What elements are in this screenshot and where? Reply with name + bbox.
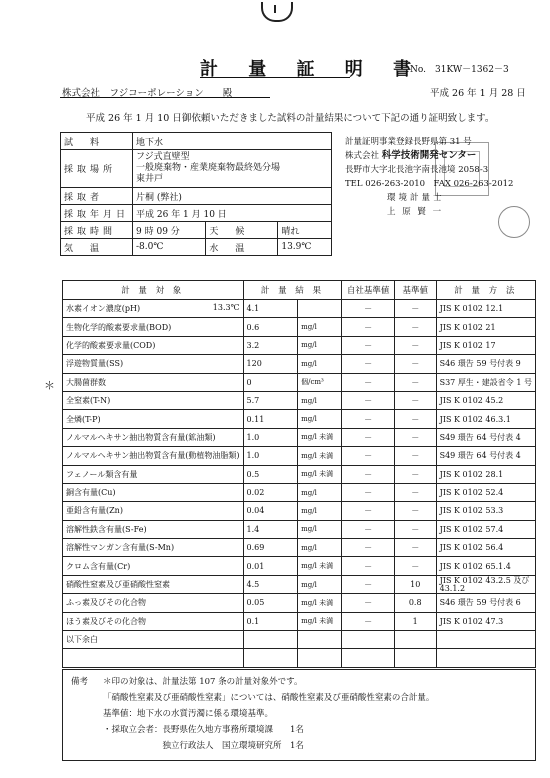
table-row [63,483,536,501]
value-cell: 0.5 [243,465,298,483]
table-row [63,594,536,612]
item-cell [63,483,244,501]
info-label: 採取年月日 [61,205,133,222]
value-cell [243,631,298,649]
header-cell: 自社基準値 [342,281,394,300]
item-cell [63,557,244,575]
item-extra: 13.3℃ [212,303,240,313]
self-standard-cell: － [342,502,394,520]
method-cell: JIS K 0102 17 [436,336,535,354]
value-cell: 0.11 [243,410,298,428]
table-row [63,300,536,318]
table-row [63,318,536,336]
unit-cell: mg/l [298,410,342,428]
info-row-date [61,205,332,222]
unit-cell: mg/l 未満 [298,428,342,446]
header-cell: 計 量 対 象 [63,281,244,300]
table-row [63,391,536,409]
issuer-person: 上 原 賢 一 [387,207,444,217]
item-cell [63,428,244,446]
certificate-number: No. 31KW－1362－3 [410,65,509,75]
item-name: ノルマルヘキサン抽出物質含有量(鉱油類) [66,432,216,442]
standard-cell: － [394,373,436,391]
table-row [63,465,536,483]
table-row [63,336,536,354]
item-name: 溶解性マンガン含有量(S-Mn) [66,543,175,553]
note-line: ＊印の対象は、計量法第 107 条の計量対象外です。 [103,677,303,687]
note-line: 「硝酸性窒素及び亜硝酸性窒素」については、硝酸性窒素及び亜硝酸性窒素の合計量。 [103,693,435,703]
standard-cell: － [394,502,436,520]
value-cell: 0.02 [243,483,298,501]
value-cell: 0.01 [243,557,298,575]
self-standard-cell: － [342,447,394,465]
self-standard-cell: － [342,612,394,630]
engineer-seal [498,206,530,238]
method-cell: JIS K 0102 43.2.5 及び 43.1.2 [436,575,535,593]
issuer-name [345,149,513,163]
issuer-tel: TEL 026-263-2010 FAX 026-263-2012 [345,179,514,189]
self-standard-cell: － [342,318,394,336]
standard-cell: － [394,428,436,446]
item-cell [63,300,244,318]
standard-cell: 0.8 [394,594,436,612]
self-standard-cell: － [342,355,394,373]
value-cell: 0.6 [243,318,298,336]
standard-cell: 1 [394,612,436,630]
item-cell [63,391,244,409]
unit-cell [298,649,342,667]
registration-number: 計量証明事業登録長野県第 31 号 [345,137,472,147]
standard-cell: － [394,465,436,483]
sample-info-table [60,132,332,256]
table-row [63,373,536,391]
table-row [63,649,536,667]
standard-cell: － [394,391,436,409]
method-cell: JIS K 0102 45.2 [436,391,535,409]
self-standard-cell: － [342,428,394,446]
self-standard-cell: － [342,557,394,575]
table-row [63,447,536,465]
standard-cell: － [394,318,436,336]
method-cell [436,649,535,667]
issue-date: 平成 26 年 1 月 28 日 [430,88,526,99]
table-row [63,428,536,446]
unit-cell [298,631,342,649]
item-name: 大腸菌群数 [66,377,106,387]
info-label: 気 温 [61,239,133,256]
unit-cell: mg/l [298,502,342,520]
item-name: 以下余白 [66,635,98,645]
standard-cell: 10 [394,575,436,593]
unit-cell: mg/l [298,318,342,336]
standard-cell: － [394,336,436,354]
info-row-time [61,222,332,239]
info-value: 13.9℃ [278,239,332,256]
info-value: 晴れ [278,222,332,239]
self-standard-cell: － [342,373,394,391]
item-name: 水素イオン濃度(pH) [66,304,141,314]
intro-text: 平成 26 年 1 月 10 日御依頼いただきました試料の計量結果について下記の通り証明致します。 [86,113,495,124]
info-label: 採取者 [61,188,133,205]
info-row-temp [61,239,332,256]
item-cell [63,520,244,538]
item-name: 全窒素(T-N) [66,396,111,406]
item-name: ほう素及びその化合物 [66,616,146,626]
value-cell: 0.1 [243,612,298,630]
item-cell [63,539,244,557]
value-cell: 0.05 [243,594,298,612]
item-cell [63,612,244,630]
standard-cell: － [394,300,436,318]
item-cell [63,631,244,649]
unit-cell: mg/l [298,355,342,373]
info-value: 地下水 [133,133,332,150]
method-cell [436,631,535,649]
value-cell: 1.0 [243,428,298,446]
unit-cell: mg/l 未満 [298,612,342,630]
unit-cell: mg/l [298,520,342,538]
item-cell [63,465,244,483]
table-row [63,520,536,538]
table-row [63,631,536,649]
unit-cell: mg/l 未満 [298,447,342,465]
unit-cell: mg/l 未満 [298,594,342,612]
value-cell: 4.5 [243,575,298,593]
method-cell: S49 環告 64 号付表 4 [436,447,535,465]
info-row-collector [61,188,332,205]
self-standard-cell: － [342,410,394,428]
value-cell [243,649,298,667]
place-line: 一般廃棄物・産業廃棄物最終処分場 [136,163,281,173]
method-cell: JIS K 0102 28.1 [436,465,535,483]
item-name: 銅含有量(Cu) [66,488,116,498]
unit-cell: mg/l [298,575,342,593]
info-label: 水 温 [206,239,278,256]
info-value: 9 時 09 分 [133,222,206,239]
unit-cell [298,300,342,318]
standard-cell: － [394,447,436,465]
notes-box [62,669,536,761]
standard-cell: － [394,557,436,575]
item-name: 溶解性鉄含有量(S-Fe) [66,524,147,534]
notes-label: 備考 [71,677,89,687]
item-cell [63,447,244,465]
place-line: フジ式直壁型 [136,152,190,162]
note-line: ・採取立会者：長野県佐久地方事務所環境課 1名 [103,725,304,735]
method-cell: S46 環告 59 号付表 6 [436,594,535,612]
star-mark: ＊ [44,379,55,392]
method-cell: JIS K 0102 46.3.1 [436,410,535,428]
item-name: クロム含有量(Cr) [66,561,131,571]
self-standard-cell: － [342,336,394,354]
table-row [63,612,536,630]
header-cell: 計 量 結 果 [243,281,342,300]
item-cell [63,336,244,354]
value-cell: 3.2 [243,336,298,354]
standard-cell [394,649,436,667]
item-name: 亜鉛含有量(Zn) [66,506,123,516]
unit-cell: mg/l [298,336,342,354]
self-standard-cell: － [342,539,394,557]
method-cell: JIS K 0102 53.3 [436,502,535,520]
self-standard-cell: － [342,391,394,409]
item-cell [63,649,244,667]
item-name: 硝酸性窒素及び亜硝酸性窒素 [66,580,170,590]
table-row [63,410,536,428]
method-cell: S46 環告 59 号付表 9 [436,355,535,373]
item-cell [63,318,244,336]
value-cell: 0.69 [243,539,298,557]
table-row [63,575,536,593]
value-cell: 1.4 [243,520,298,538]
self-standard-cell [342,631,394,649]
header-cell: 基準値 [394,281,436,300]
item-name: ノルマルヘキサン抽出物質含有量(動植物油脂類) [66,451,240,461]
note-line: 独立行政法人 国立環境研究所 1名 [103,741,304,751]
standard-cell: － [394,355,436,373]
self-standard-cell: － [342,575,394,593]
self-standard-cell [342,649,394,667]
info-value: 片桐 (弊社) [133,188,332,205]
info-label: 採取時間 [61,222,133,239]
method-cell: JIS K 0102 56.4 [436,539,535,557]
value-cell: 5.7 [243,391,298,409]
issuer-address: 長野市大字北長池字南長池境 2058-3 [345,165,489,175]
item-cell [63,575,244,593]
value-cell: 0 [243,373,298,391]
self-standard-cell: － [342,594,394,612]
item-cell [63,373,244,391]
table-row [63,539,536,557]
table-row [63,355,536,373]
place-line: 東井戸 [136,174,164,184]
self-standard-cell: － [342,483,394,501]
value-cell: 120 [243,355,298,373]
self-standard-cell: － [342,520,394,538]
value-cell: 1.0 [243,447,298,465]
standard-cell [394,631,436,649]
method-cell: JIS K 0102 47.3 [436,612,535,630]
issuer-name-prefix: 株式会社 [345,151,382,161]
info-value [133,150,332,188]
item-cell [63,410,244,428]
item-name: フェノール類含有量 [66,469,138,479]
title-underline [200,77,350,78]
unit-cell: mg/l 未満 [298,557,342,575]
item-cell [63,355,244,373]
unit-cell: mg/l [298,539,342,557]
results-table [62,280,536,668]
client-company: 株式会社 フジコーポレーション 殿 [62,88,233,99]
self-standard-cell: － [342,465,394,483]
item-name: 化学的酸素要求量(COD) [66,340,156,350]
unit-cell: mg/l [298,483,342,501]
item-name: 浮遊物質量(SS) [66,359,124,369]
info-label: 天 候 [206,222,278,239]
issuer-role: 環境計量士 [387,193,445,203]
info-label: 試 料 [61,133,133,150]
unit-cell: mg/l 未満 [298,465,342,483]
info-row-place [61,150,332,188]
method-cell: JIS K 0102 52.4 [436,483,535,501]
method-cell: S37 厚生・建設省令 1 号 [436,373,535,391]
document-title: 計 量 証 明 書 [200,59,424,80]
item-cell [63,594,244,612]
item-name: 生物化学的酸素要求量(BOD) [66,322,172,332]
item-name: ふっ素及びその化合物 [66,598,146,608]
method-cell: JIS K 0102 21 [436,318,535,336]
info-row-sample [61,133,332,150]
method-cell: JIS K 0102 65.1.4 [436,557,535,575]
table-row [63,502,536,520]
issuer-block [345,135,513,219]
table-row [63,557,536,575]
value-cell: 4.1 [243,300,298,318]
item-name: 全燐(T-P) [66,414,101,424]
unit-cell: 個/cm³ [298,373,342,391]
self-standard-cell: － [342,300,394,318]
method-cell: JIS K 0102 57.4 [436,520,535,538]
unit-cell: mg/l [298,391,342,409]
value-cell: 0.04 [243,502,298,520]
note-line: 基準値：地下水の水質汚濁に係る環境基準。 [103,709,274,719]
standard-cell: － [394,483,436,501]
method-cell: S49 環告 64 号付表 4 [436,428,535,446]
info-value: -8.0℃ [133,239,206,256]
info-label: 採取場所 [61,150,133,188]
results-header-row [63,281,536,300]
client-underline [60,97,270,98]
issuer-name-main: 科学技術開発センター [381,150,477,161]
standard-cell: － [394,539,436,557]
standard-cell: － [394,520,436,538]
method-cell: JIS K 0102 12.1 [436,300,535,318]
results-body [63,300,536,668]
header-cell: 計 量 方 法 [436,281,535,300]
info-value: 平成 26 年 1 月 10 日 [133,205,332,222]
item-cell [63,502,244,520]
header-seal-mark [261,2,293,22]
standard-cell: － [394,410,436,428]
